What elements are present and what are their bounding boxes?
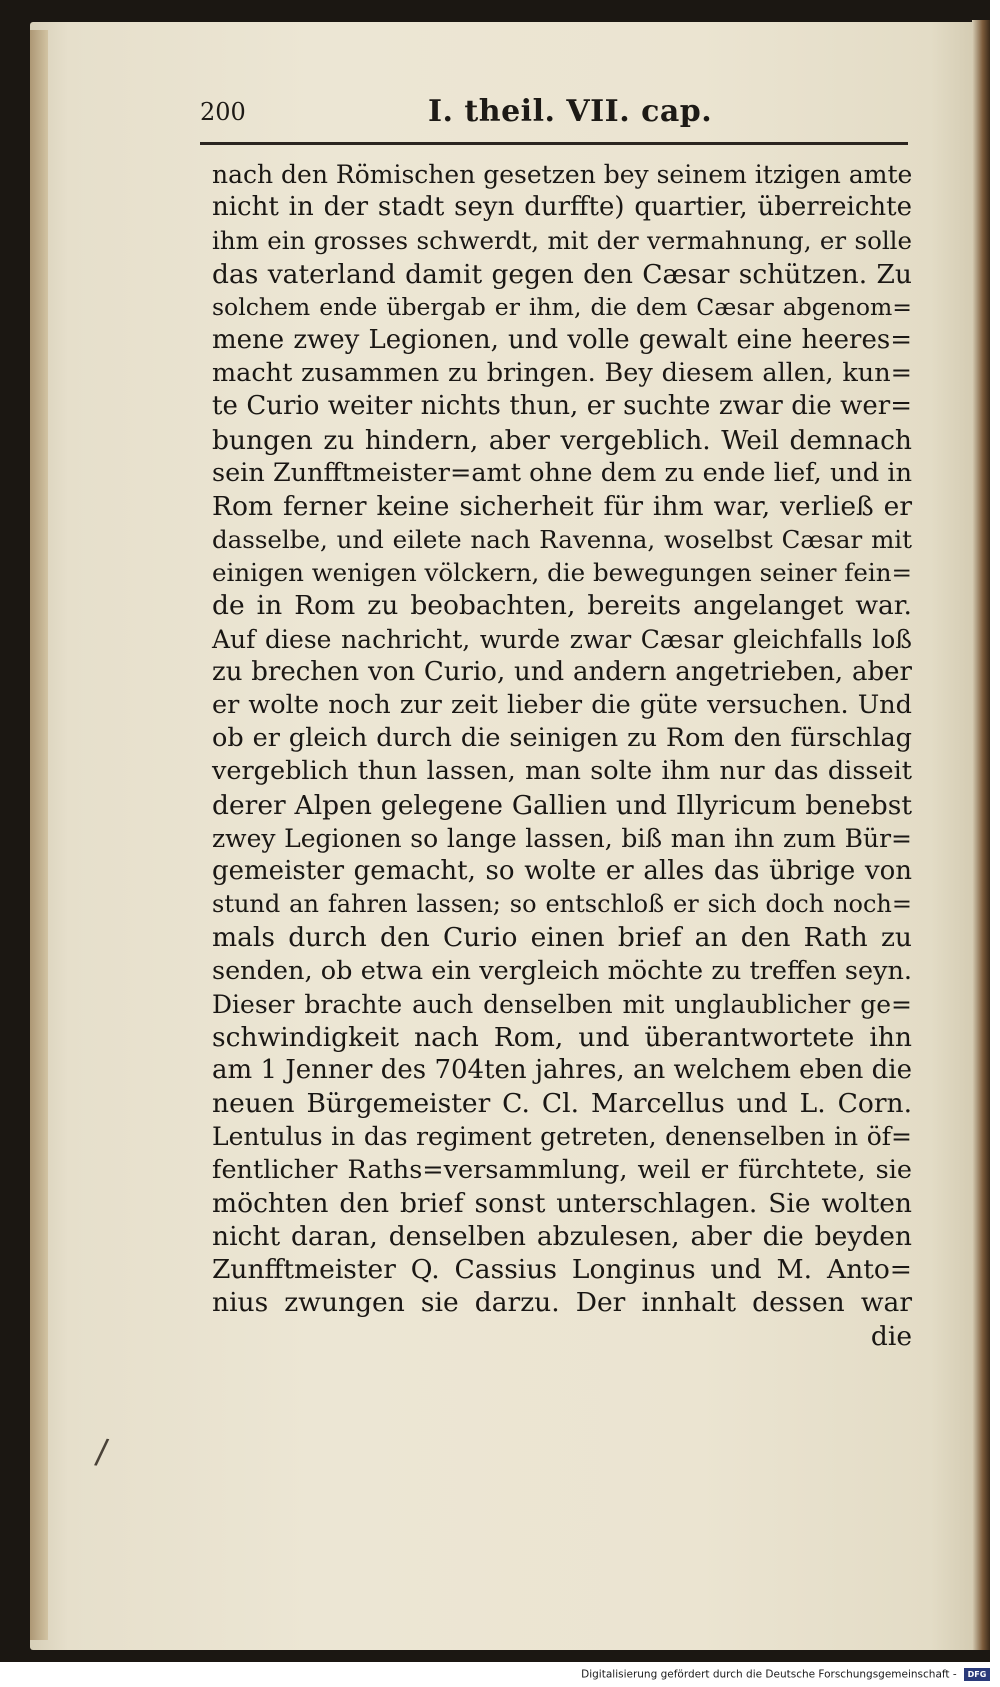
text-line: stund an fahren lassen; so entschloß er sich doch noch= xyxy=(212,890,912,919)
page-edge-left xyxy=(30,30,48,1640)
page-header xyxy=(200,94,910,138)
text-line: nicht in der stadt seyn durffte) quartier, überreichte xyxy=(212,192,912,223)
text-line: Lentulus in das regiment getreten, denenselben in öf= xyxy=(212,1122,912,1152)
text-line: senden, ob etwa ein vergleich möchte zu treffen seyn. xyxy=(212,955,912,986)
text-line: schwindigkeit nach Rom, und überantwortete ihn xyxy=(212,1021,912,1053)
text-line: derer Alpen gelegene Gallien und Illyricum benebst xyxy=(212,789,912,821)
text-line: ihm ein grosses schwerdt, mit der vermahnung, er solle xyxy=(212,226,912,256)
page-number: 200 xyxy=(200,98,246,126)
text-line: Zunfftmeister Q. Cassius Longinus und M. Anto= xyxy=(212,1254,912,1286)
text-line: vergeblich thun lassen, man solte ihm nur das disseit xyxy=(212,756,912,787)
digitization-credit: Digitalisierung gefördert durch die Deutsche Forschungsgemeinschaft - xyxy=(581,1668,957,1681)
text-line: de in Rom zu beobachten, bereits angelanget war. xyxy=(212,590,912,622)
header-rule xyxy=(200,142,908,145)
text-line: zu brechen von Curio, und andern angetrieben, aber xyxy=(212,656,912,687)
text-line: mals durch den Curio einen brief an den Rath zu xyxy=(212,922,912,954)
text-line: er wolte noch zur zeit lieber die güte versuchen. Und xyxy=(212,690,912,720)
page-edge-right xyxy=(972,20,990,1650)
text-line: nicht daran, denselben abzulesen, aber die beyden xyxy=(212,1221,912,1252)
digitization-footer xyxy=(0,1668,990,1687)
text-line: gemeister gemacht, so wolte er alles das übrige von xyxy=(212,855,912,886)
text-line: zwey Legionen so lange lassen, biß man ihn zum Bür= xyxy=(212,823,912,853)
text-line: Rom ferner keine sicherheit für ihm war, verließ er xyxy=(212,490,912,522)
body-text xyxy=(212,158,912,1353)
text-line: fentlicher Raths=versammlung, weil er fürchtete, sie xyxy=(212,1154,912,1185)
text-line: bungen zu hindern, aber vergeblich. Weil demnach xyxy=(212,424,912,456)
text-line: am 1 Jenner des 704ten jahres, an welchem eben die xyxy=(212,1055,912,1086)
text-line: Auf diese nachricht, wurde zwar Cæsar gleichfalls loß xyxy=(212,624,912,654)
text-line: neuen Bürgemeister C. Cl. Marcellus und L. Corn. xyxy=(212,1088,912,1120)
text-line: ob er gleich durch die seinigen zu Rom den fürschlag xyxy=(212,723,912,754)
text-line: nach den Römischen gesetzen bey seinem itzigen amte xyxy=(212,160,913,189)
text-line: te Curio weiter nichts thun, er suchte zwar die wer= xyxy=(212,391,912,422)
running-head: I. theil. VII. cap. xyxy=(428,94,713,129)
text-line: Dieser brachte auch denselben mit unglaublicher ge= xyxy=(212,989,912,1019)
text-line: mene zwey Legionen, und volle gewalt eine heeres= xyxy=(212,324,912,355)
text-line: macht zusammen zu bringen. Bey diesem allen, kun= xyxy=(212,358,912,389)
text-line: dasselbe, und eilete nach Ravenna, woselbst Cæsar mit xyxy=(212,525,912,555)
text-line: sein Zunfftmeister=amt ohne dem zu ende lief, und in xyxy=(212,457,912,488)
margin-mark: / xyxy=(93,1431,111,1473)
text-line: solchem ende übergab er ihm, die dem Cæsar abgenom= xyxy=(212,292,912,321)
text-line: einigen wenigen völckern, die bewegungen seiner fein= xyxy=(212,558,912,588)
text-line: nius zwungen sie darzu. Der innhalt dessen war xyxy=(212,1287,912,1319)
catchword: die xyxy=(870,1320,912,1352)
text-line: das vaterland damit gegen den Cæsar schützen. Zu xyxy=(212,258,912,290)
text-line: möchten den brief sonst unterschlagen. Sie wolten xyxy=(212,1187,912,1219)
dfg-logo-icon: DFG xyxy=(964,1668,990,1681)
